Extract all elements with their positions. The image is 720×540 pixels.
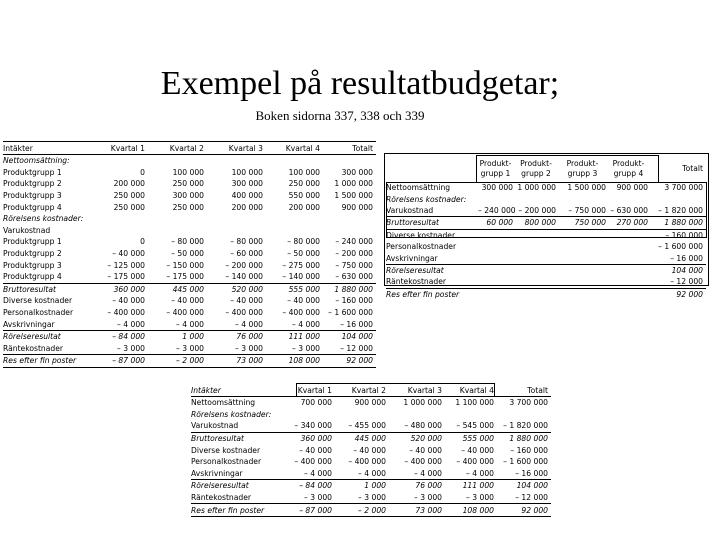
table-row xyxy=(386,182,706,193)
table-cell: 200 000 xyxy=(113,179,145,189)
table-cell: – 40 000 xyxy=(112,296,145,306)
table-row xyxy=(3,343,376,355)
row-label: Bruttoresultat xyxy=(191,432,287,444)
table-row xyxy=(191,456,551,468)
table-cell: 76 000 xyxy=(389,480,445,492)
table-cell: – 400 000 xyxy=(294,457,332,467)
table-cell: – 16 000 xyxy=(670,253,703,263)
table-row xyxy=(386,276,706,288)
table-row xyxy=(191,444,551,456)
table-row xyxy=(3,307,376,319)
table-cell: – 40 000 xyxy=(287,296,320,306)
table-cell: – 455 000 xyxy=(348,421,386,431)
table-cell: – 400 000 xyxy=(456,457,494,467)
row-label: Varukostnad xyxy=(3,225,51,235)
table-cell xyxy=(609,241,651,252)
table-cell: 73 000 xyxy=(389,504,445,517)
row-label: Rörelsens kostnader: xyxy=(191,409,272,419)
table-cell: – 160 000 xyxy=(335,296,373,306)
table-cell: 250 000 xyxy=(172,202,204,212)
table-cell: – 87 000 xyxy=(287,504,335,517)
row-label: Produktgrupp 3 xyxy=(3,260,62,270)
table-cell: – 240 000 xyxy=(478,205,516,215)
budget-table-quarters xyxy=(191,384,551,517)
table-cell: 300 000 xyxy=(341,167,373,177)
table-cell: – 3 000 xyxy=(117,343,145,353)
row-label: Res efter fin poster xyxy=(386,288,478,300)
row-label: Rörelsens kostnader: xyxy=(386,194,467,204)
table-cell: 1 880 000 xyxy=(323,283,376,295)
table-row xyxy=(191,432,551,444)
table-cell: 1 100 000 xyxy=(455,398,494,408)
table-cell: – 80 000 xyxy=(171,237,204,247)
table-cell: – 40 000 xyxy=(353,445,386,455)
table-cell xyxy=(207,225,266,237)
table-cell: 800 000 xyxy=(516,217,559,229)
table-cell: – 400 000 xyxy=(348,457,386,467)
table-cell: – 200 000 xyxy=(335,249,373,259)
table-row xyxy=(3,178,376,190)
table-cell xyxy=(559,252,609,264)
table-cell xyxy=(516,264,559,276)
table-row xyxy=(191,480,551,492)
table-cell: 550 000 xyxy=(288,191,320,201)
table-cell: 250 000 xyxy=(288,179,320,189)
table-cell xyxy=(609,276,651,288)
table-cell: – 3 000 xyxy=(358,493,386,503)
table-row xyxy=(3,190,376,202)
table-row xyxy=(386,193,706,204)
table-cell xyxy=(323,225,376,237)
table-cell: 100 000 xyxy=(172,167,204,177)
table-cell: 1 000 xyxy=(148,330,207,342)
table-cell: – 1 600 000 xyxy=(503,457,548,467)
table-cell: – 40 000 xyxy=(230,296,263,306)
row-label: Produktgrupp 4 xyxy=(3,202,62,212)
table-cell: 900 000 xyxy=(616,183,648,193)
table-cell: 360 000 xyxy=(287,432,335,444)
column-header: Totalt xyxy=(497,384,551,397)
table-cell: – 125 000 xyxy=(107,260,145,270)
table-row xyxy=(386,205,706,217)
table-cell: – 140 000 xyxy=(225,272,263,282)
table-cell: – 175 000 xyxy=(107,272,145,282)
table-cell xyxy=(609,264,651,276)
table-cell xyxy=(101,225,148,237)
table-cell xyxy=(323,155,376,167)
table-cell: – 4 000 xyxy=(117,319,145,329)
row-label: Räntekostnader xyxy=(191,493,252,503)
table-cell: – 12 000 xyxy=(670,277,703,287)
table-cell: – 400 000 xyxy=(166,308,204,318)
table-cell: 400 000 xyxy=(231,191,263,201)
column-header: Totalt xyxy=(323,142,376,155)
row-label: Nettoomsättning: xyxy=(3,156,70,166)
table-cell: – 150 000 xyxy=(166,260,204,270)
table-cell: – 4 000 xyxy=(235,319,263,329)
table-cell: – 4 000 xyxy=(466,468,494,478)
table-cell: 445 000 xyxy=(335,432,389,444)
table-cell: – 50 000 xyxy=(171,249,204,259)
table-cell: – 160 000 xyxy=(510,445,548,455)
table-cell xyxy=(207,213,266,225)
column-header: Produkt- grupp 3 xyxy=(566,159,599,178)
table-cell xyxy=(609,193,651,204)
row-label: Bruttoresultat xyxy=(386,217,478,229)
table-row xyxy=(3,330,376,342)
table-cell: – 16 000 xyxy=(515,468,548,478)
table-cell: – 630 000 xyxy=(610,205,648,215)
row-label: Produktgrupp 3 xyxy=(3,191,62,201)
table-cell: 1 000 000 xyxy=(517,183,556,193)
table-row xyxy=(191,397,551,409)
table-cell: 520 000 xyxy=(389,432,445,444)
table-cell xyxy=(559,276,609,288)
budget-table-quarters-by-product xyxy=(3,141,376,368)
table-cell: – 84 000 xyxy=(101,330,148,342)
table-cell: 250 000 xyxy=(113,191,145,201)
table-row xyxy=(3,355,376,368)
table-cell: 92 000 xyxy=(497,504,551,517)
table-cell xyxy=(101,155,148,167)
table-cell: – 16 000 xyxy=(340,319,373,329)
table-cell xyxy=(478,193,516,204)
column-header: Kvartal 4 xyxy=(445,384,497,397)
table-row xyxy=(191,492,551,504)
row-label: Diverse kostnader xyxy=(191,445,261,455)
table-cell: 250 000 xyxy=(172,179,204,189)
table-cell: – 1 600 000 xyxy=(328,308,373,318)
row-label: Produktgrupp 1 xyxy=(3,237,62,247)
table-cell xyxy=(609,252,651,264)
column-header: Kvartal 2 xyxy=(148,142,207,155)
table-cell: – 200 000 xyxy=(225,260,263,270)
column-header: Kvartal 1 xyxy=(287,384,335,397)
row-label: Rörelseresultat xyxy=(386,264,478,276)
table-cell xyxy=(478,276,516,288)
table-cell: 520 000 xyxy=(207,283,266,295)
table-row xyxy=(386,288,706,300)
table-cell: 270 000 xyxy=(609,217,651,229)
slide-title: Exempel på resultatbudgetar; xyxy=(160,65,560,102)
table-cell: – 2 000 xyxy=(148,355,207,368)
table-row xyxy=(3,167,376,179)
table-cell xyxy=(559,288,609,300)
table-cell: 445 000 xyxy=(148,283,207,295)
table-cell: 300 000 xyxy=(481,183,513,193)
table-cell: 76 000 xyxy=(207,330,266,342)
table-row xyxy=(3,248,376,260)
table-cell: – 240 000 xyxy=(335,237,373,247)
table-cell: – 480 000 xyxy=(404,421,442,431)
row-label: Varukostnad xyxy=(191,421,239,431)
table-cell: 300 000 xyxy=(231,179,263,189)
table-cell xyxy=(478,241,516,252)
table-cell: 200 000 xyxy=(288,202,320,212)
table-row xyxy=(3,155,376,167)
table-cell: – 160 000 xyxy=(651,229,706,241)
table-cell: – 3 000 xyxy=(304,493,332,503)
table-cell: – 87 000 xyxy=(101,355,148,368)
table-cell xyxy=(389,409,445,421)
table-cell: – 750 000 xyxy=(335,260,373,270)
table-cell xyxy=(559,193,609,204)
table-row xyxy=(3,295,376,307)
table-cell: 104 000 xyxy=(651,264,706,276)
table-cell xyxy=(609,229,651,241)
table-cell: – 630 000 xyxy=(335,272,373,282)
table-row xyxy=(191,468,551,480)
table-cell xyxy=(478,288,516,300)
table-cell: – 140 000 xyxy=(282,272,320,282)
table-cell: – 3 000 xyxy=(176,343,204,353)
table-cell: 1 880 000 xyxy=(651,217,706,229)
table-cell: 1 500 000 xyxy=(334,191,373,201)
column-header: Produkt- grupp 4 xyxy=(612,159,645,178)
table-cell xyxy=(148,213,207,225)
table-cell xyxy=(609,288,651,300)
row-label: Avskrivningar xyxy=(191,468,243,478)
table-cell: – 80 000 xyxy=(230,237,263,247)
table-row xyxy=(3,259,376,271)
table-cell: – 40 000 xyxy=(112,249,145,259)
table-cell xyxy=(516,229,559,241)
table-cell xyxy=(478,252,516,264)
table-cell xyxy=(266,225,323,237)
table-cell xyxy=(559,229,609,241)
table-cell xyxy=(287,409,335,421)
table-cell xyxy=(266,155,323,167)
table-row xyxy=(3,283,376,295)
row-label: Bruttoresultat xyxy=(3,283,101,295)
table-cell: – 40 000 xyxy=(461,445,494,455)
table-cell: 60 000 xyxy=(478,217,516,229)
table-cell: 3 700 000 xyxy=(664,183,703,193)
column-header: Kvartal 4 xyxy=(266,142,323,155)
table-cell xyxy=(101,213,148,225)
table-cell: 0 xyxy=(140,167,145,177)
table-cell: 104 000 xyxy=(497,480,551,492)
table-cell: – 3 000 xyxy=(414,493,442,503)
row-label: Rörelseresultat xyxy=(3,330,101,342)
table-cell: 200 000 xyxy=(231,202,263,212)
table-cell: – 4 000 xyxy=(358,468,386,478)
row-label: Rörelseresultat xyxy=(191,480,287,492)
table-cell: 900 000 xyxy=(354,398,386,408)
table-cell xyxy=(478,229,516,241)
table-cell: 700 000 xyxy=(300,398,332,408)
row-label: Diverse kostnader xyxy=(3,296,73,306)
table-cell: – 2 000 xyxy=(335,504,389,517)
table-cell: – 4 000 xyxy=(414,468,442,478)
column-header: Produkt- grupp 1 xyxy=(479,159,512,178)
table-row xyxy=(386,241,706,252)
table-row xyxy=(3,271,376,283)
table-row xyxy=(386,252,706,264)
table-cell: 92 000 xyxy=(323,355,376,368)
table-cell: 1 880 000 xyxy=(497,432,551,444)
table-header-row xyxy=(386,156,706,182)
table-cell: – 40 000 xyxy=(171,296,204,306)
table-cell: – 84 000 xyxy=(287,480,335,492)
table-cell: 1 000 000 xyxy=(403,398,442,408)
table-row xyxy=(386,229,706,241)
row-label: Nettoomsättning xyxy=(386,183,451,193)
table-cell: – 545 000 xyxy=(456,421,494,431)
row-label: Varukostnad xyxy=(386,205,434,215)
table-cell xyxy=(516,252,559,264)
column-header: Intäkter xyxy=(3,142,101,155)
budget-table-by-product-group xyxy=(386,156,706,300)
row-label: Personalkostnader xyxy=(3,308,74,318)
table-row xyxy=(3,201,376,213)
table-header-row xyxy=(3,142,376,155)
table-cell xyxy=(651,193,706,204)
column-header: Kvartal 3 xyxy=(389,384,445,397)
table-cell: 1 000 xyxy=(335,480,389,492)
table-row xyxy=(3,236,376,248)
row-label: Räntekostnader xyxy=(3,343,64,353)
table-cell xyxy=(497,409,551,421)
table-cell: – 1 820 000 xyxy=(503,421,548,431)
table-cell: 108 000 xyxy=(445,504,497,517)
table-cell: – 4 000 xyxy=(292,319,320,329)
table-cell xyxy=(516,288,559,300)
row-label: Nettoomsättning xyxy=(191,398,256,408)
table-row xyxy=(386,217,706,229)
table-row xyxy=(191,409,551,421)
table-cell: – 60 000 xyxy=(230,249,263,259)
column-header: Kvartal 2 xyxy=(335,384,389,397)
column-header: Kvartal 3 xyxy=(207,142,266,155)
row-label: Produktgrupp 2 xyxy=(3,179,62,189)
row-label: Res efter fin poster xyxy=(3,355,101,368)
row-label: Res efter fin poster xyxy=(191,504,287,517)
table-cell: 92 000 xyxy=(651,288,706,300)
row-label: Personalkostnader xyxy=(386,242,457,252)
table-cell xyxy=(266,213,323,225)
table-cell: – 1 600 000 xyxy=(658,242,703,252)
table-cell xyxy=(323,213,376,225)
table-cell xyxy=(559,241,609,252)
table-cell: – 40 000 xyxy=(299,445,332,455)
table-cell: 360 000 xyxy=(101,283,148,295)
table-cell: 100 000 xyxy=(288,167,320,177)
table-cell xyxy=(516,193,559,204)
table-cell xyxy=(148,225,207,237)
table-cell: – 400 000 xyxy=(404,457,442,467)
table-cell: – 12 000 xyxy=(340,343,373,353)
column-header: Produkt- grupp 2 xyxy=(520,159,552,178)
table-cell: – 400 000 xyxy=(282,308,320,318)
table-cell: – 40 000 xyxy=(409,445,442,455)
table-row xyxy=(386,264,706,276)
table-cell: – 3 000 xyxy=(292,343,320,353)
table-cell: – 400 000 xyxy=(225,308,263,318)
row-label: Rörelsens kostnader: xyxy=(3,214,84,224)
table-cell: 3 700 000 xyxy=(509,398,548,408)
table-cell: – 3 000 xyxy=(235,343,263,353)
table-row xyxy=(3,318,376,330)
column-header: Totalt xyxy=(682,164,703,173)
table-cell: 0 xyxy=(140,237,145,247)
table-cell xyxy=(335,409,389,421)
table-cell: – 340 000 xyxy=(294,421,332,431)
row-label: Produktgrupp 1 xyxy=(3,167,62,177)
table-cell xyxy=(516,276,559,288)
row-label: Produktgrupp 2 xyxy=(3,249,62,259)
table-cell xyxy=(207,155,266,167)
table-cell: – 400 000 xyxy=(107,308,145,318)
table-cell: – 4 000 xyxy=(176,319,204,329)
table-cell xyxy=(478,264,516,276)
table-cell: 750 000 xyxy=(559,217,609,229)
table-cell: 111 000 xyxy=(266,330,323,342)
table-row xyxy=(191,504,551,517)
table-cell: – 12 000 xyxy=(515,493,548,503)
table-cell: – 4 000 xyxy=(304,468,332,478)
table-cell: 111 000 xyxy=(445,480,497,492)
table-row xyxy=(191,420,551,432)
table-row xyxy=(3,225,376,237)
slide-subtitle: Boken sidorna 337, 338 och 339 xyxy=(255,108,425,123)
table-cell: – 3 000 xyxy=(466,493,494,503)
table-cell: – 80 000 xyxy=(287,237,320,247)
column-header xyxy=(386,156,478,182)
table-header-row xyxy=(191,384,551,397)
row-label: Avskrivningar xyxy=(386,253,438,263)
table-cell: – 750 000 xyxy=(568,205,606,215)
table-cell xyxy=(148,155,207,167)
table-cell xyxy=(516,241,559,252)
table-cell xyxy=(445,409,497,421)
row-label: Diverse kostnader xyxy=(386,229,478,241)
table-cell: 555 000 xyxy=(266,283,323,295)
table-cell xyxy=(559,264,609,276)
row-label: Produktgrupp 4 xyxy=(3,272,62,282)
table-cell: 300 000 xyxy=(172,191,204,201)
table-row xyxy=(3,213,376,225)
table-cell: 100 000 xyxy=(231,167,263,177)
table-cell: – 175 000 xyxy=(166,272,204,282)
table-cell: – 50 000 xyxy=(287,249,320,259)
column-header: Intäkter xyxy=(191,384,287,397)
row-label: Räntekostnader xyxy=(386,277,447,287)
table-cell: 250 000 xyxy=(113,202,145,212)
column-header: Kvartal 1 xyxy=(101,142,148,155)
row-label: Avskrivningar xyxy=(3,319,55,329)
table-cell: – 1 820 000 xyxy=(658,205,703,215)
table-cell: 104 000 xyxy=(323,330,376,342)
table-cell: – 200 000 xyxy=(518,205,556,215)
table-cell: 1 000 000 xyxy=(334,179,373,189)
table-cell: 900 000 xyxy=(341,202,373,212)
row-label: Personalkostnader xyxy=(191,457,262,467)
table-cell: 108 000 xyxy=(266,355,323,368)
table-cell: 73 000 xyxy=(207,355,266,368)
table-cell: – 275 000 xyxy=(282,260,320,270)
table-cell: 555 000 xyxy=(445,432,497,444)
table-cell: 1 500 000 xyxy=(567,183,606,193)
